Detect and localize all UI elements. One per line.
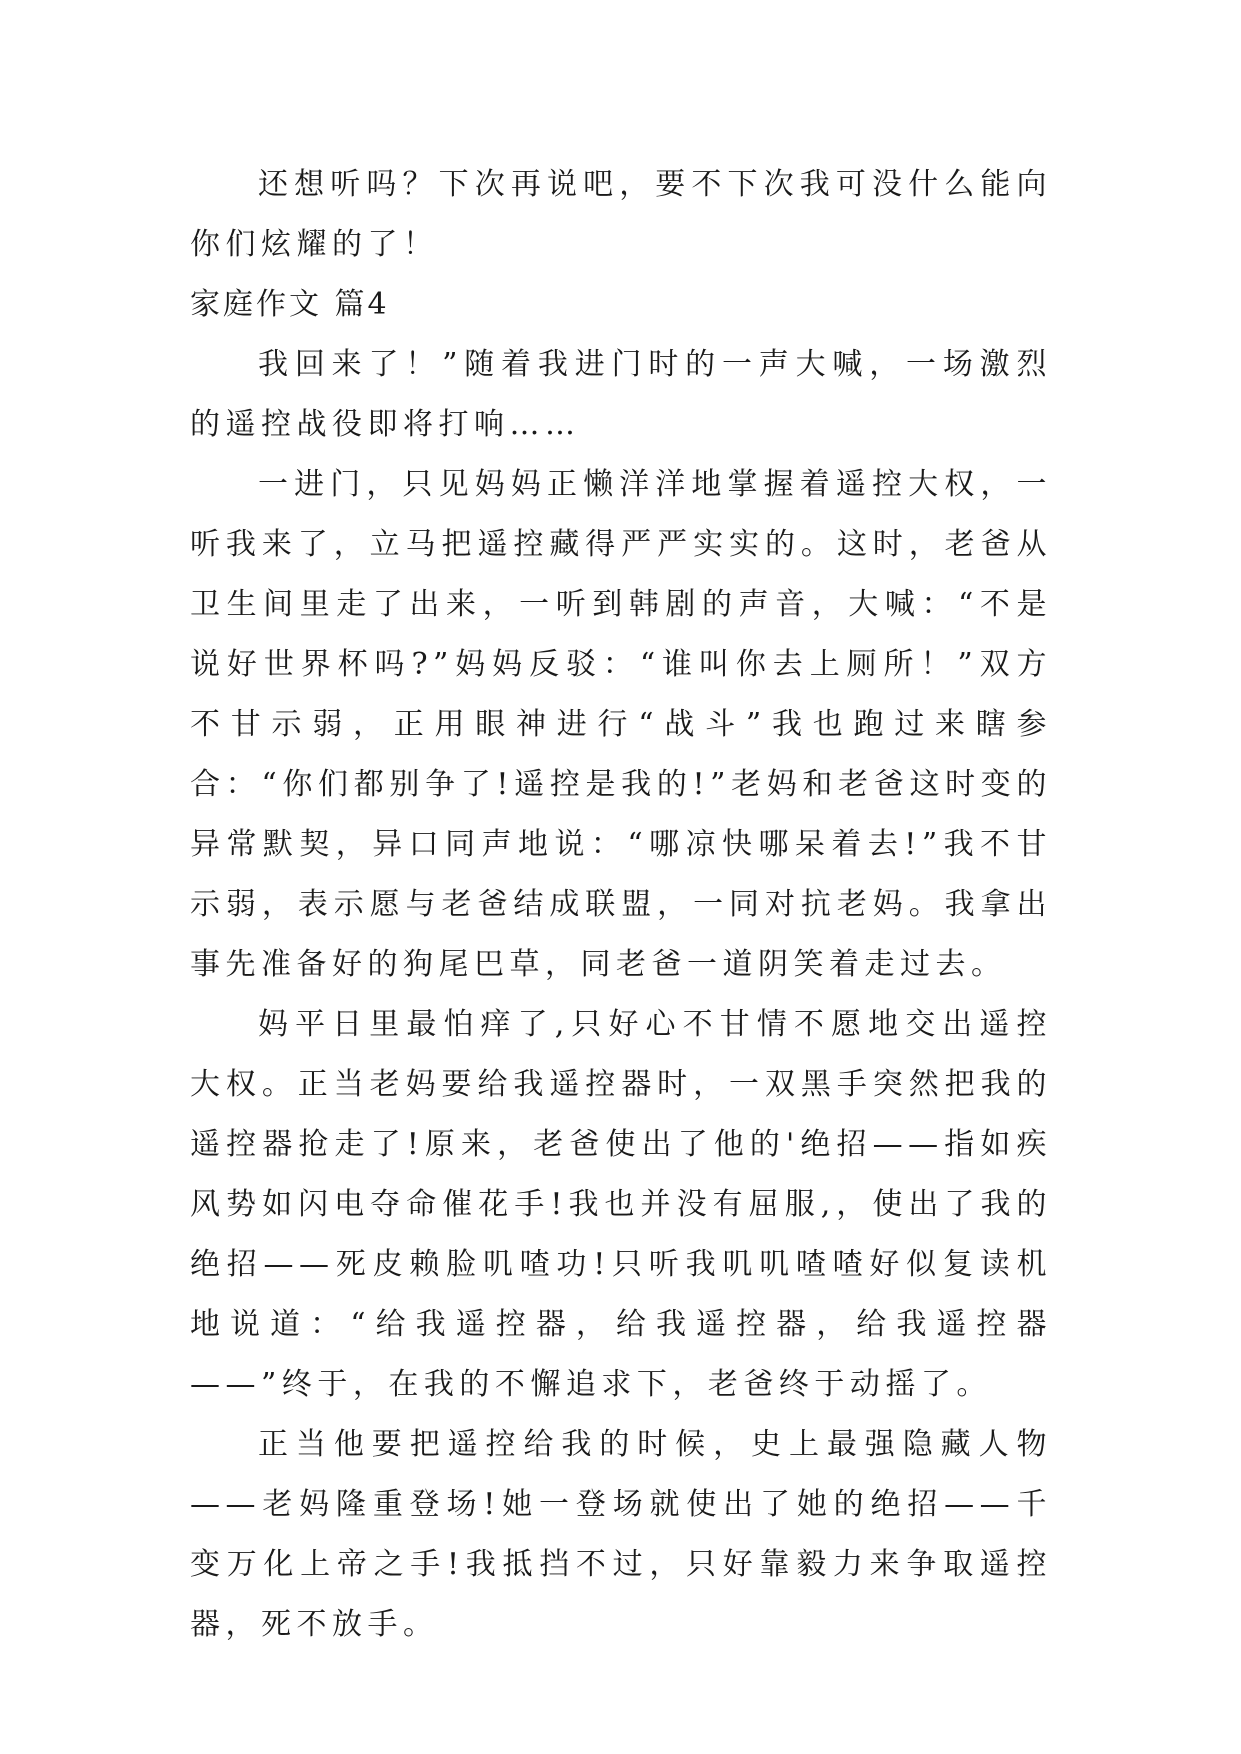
paragraph: 我回来了！”随着我进门时的一声大喊，一场激烈的遥控战役即将打响…… xyxy=(190,347,1052,442)
section-heading: 家庭作文 篇4 xyxy=(190,287,390,322)
document-body xyxy=(190,155,1052,1655)
paragraph: 妈平日里最怕痒了,只好心不甘情不愿地交出遥控大权。正当老妈要给我遥控器时，一双黑手突然把我的遥控器抢走了!原来，老爸使出了他的'绝招——指如疾风势如闪电夺命催花手!我也并没有屈服,，使出了我的绝招——死皮赖脸叽喳功!只听我叽叽喳喳好似复读机地说道：“给我遥控器，给我遥控器，给我遥控器——”终于，在我的不懈追求下，老爸终于动摇了。 xyxy=(190,1007,1052,1402)
paragraph-intro: 还想听吗？下次再说吧，要不下次我可没什么能向你们炫耀的了！ xyxy=(190,167,1052,262)
paragraph: 正当他要把遥控给我的时候，史上最强隐藏人物——老妈隆重登场!她一登场就使出了她的绝招——千变万化上帝之手!我抵挡不过，只好靠毅力来争取遥控器，死不放手。 xyxy=(190,1427,1052,1642)
paragraph: 一进门，只见妈妈正懒洋洋地掌握着遥控大权，一听我来了，立马把遥控藏得严严实实的。这时，老爸从卫生间里走了出来，一听到韩剧的声音，大喊：“不是说好世界杯吗?”妈妈反驳：“谁叫你去上厕所！”双方不甘示弱，正用眼神进行“战斗”我也跑过来瞎参合：“你们都别争了!遥控是我的!”老妈和老爸这时变的异常默契，异口同声地说：“哪凉快哪呆着去!”我不甘示弱，表示愿与老爸结成联盟，一同对抗老妈。我拿出事先准备好的狗尾巴草，同老爸一道阴笑着走过去。 xyxy=(190,467,1052,982)
